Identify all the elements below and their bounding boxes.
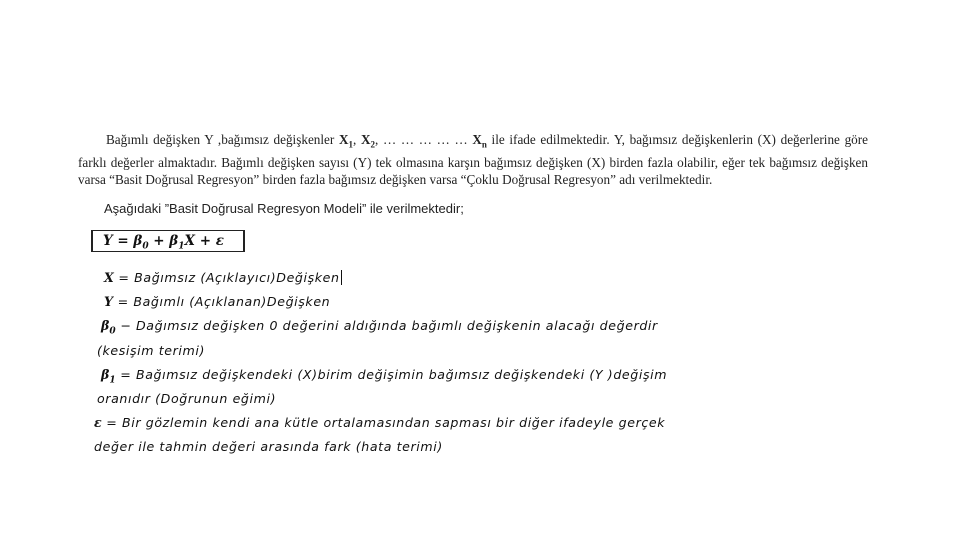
definition-x[interactable]: X = Bağımsız (Açıklayıcı)Değişken — [104, 270, 340, 285]
model-intro-text: Aşağıdaki ”Basit Doğrusal Regresyon Modeli” ile verilmektedir; — [104, 201, 464, 216]
text-cursor — [341, 270, 342, 285]
definition-beta1: $\beta_1$ = Bağımsız değişkendeki (X)birim değişimin bağımsız değişkendeki (Y )değişim — [101, 367, 668, 386]
intro-paragraph: Bağımlı değişken Y ,bağımsız değişkenler $X_1$, $X_2$, … … … … … $X_n$ ile ifade edilmektedir. Y, bağımsız değişkenlerin (X) değerlerine göre farklı değerler almaktadır. Bağımlı değişken sayısı (Y) tek olmasına karşın bağımsız değişken (X) birden fazla olabilir, eğer tek bağımsız değişken varsa “Basit Doğrusal Regresyon” birden fazla bağımsız değişken varsa “Çoklu Doğrusal Regresyon” adı verilmektedir. — [78, 132, 869, 187]
paragraph-text-2: ile ifade edilmektedir. Y, bağımsız değişkenlerin (X) değerlerine göre farklı değerler almaktadır. Bağımlı değişken sayısı (Y) tek olmasına karşın bağımsız değişken (X) birden fazla olabilir, eğer tek bağımsız değişken varsa “Basit Doğrusal Regresyon” birden fazla bağımsız değişken varsa “Çoklu Doğrusal Regresyon” adı verilmektedir. — [78, 132, 869, 187]
definition-y: Y = Bağımlı (Açıklanan)Değişken — [104, 294, 331, 309]
definition-beta0: $\beta_0$ − Dağımsız değişken 0 değerini aldığında bağımlı değişkenin alacağı değerdir — [101, 318, 658, 337]
var-x1: $X_1$ — [338, 132, 354, 150]
definition-epsilon: ε = Bir gözlemin kendi ana kütle ortalamasından sapması bir diğer ifadeyle gerçek — [94, 415, 666, 430]
paragraph-text-1: Bağımlı değişken Y ,bağımsız değişkenler — [106, 132, 339, 147]
var-x2: $X_2$ — [361, 132, 376, 150]
regression-equation-box: $Y = \beta_0 + \beta_1X + \varepsilon$ — [91, 230, 245, 252]
definition-beta1-continued: oranıdır (Doğrunun eğimi) — [97, 391, 277, 406]
definition-beta0-continued: (kesişim terimi) — [97, 343, 205, 358]
definition-epsilon-continued: değer ile tahmin değeri arasında fark (hata terimi) — [94, 439, 443, 454]
var-xn: $X_n$ — [472, 132, 487, 150]
